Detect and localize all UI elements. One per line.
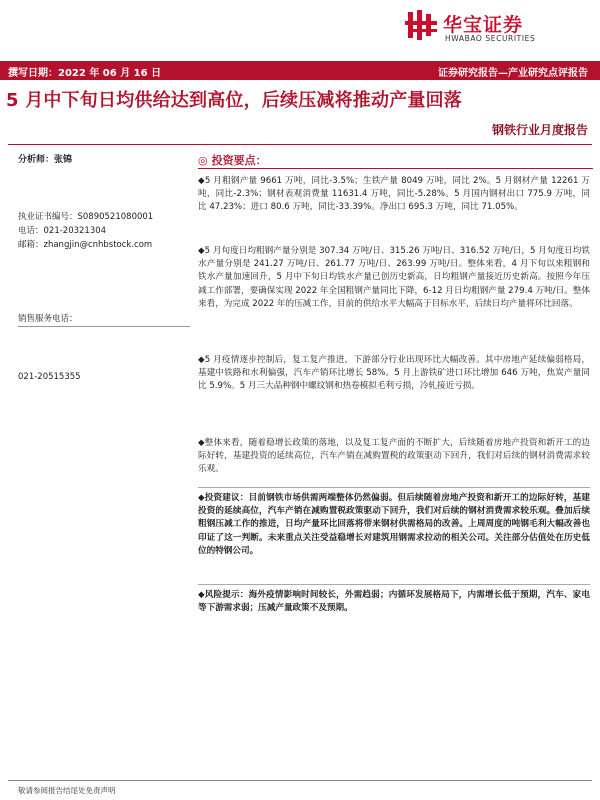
- hwabao-logo-icon: [405, 8, 439, 42]
- bullet-icon: ◎: [198, 154, 208, 167]
- page-subtitle: 钢铁行业月度报告: [491, 123, 588, 137]
- brand-logo: [405, 8, 595, 44]
- header-bar: [0, 61, 600, 80]
- sales-phone: 021-20515355: [18, 372, 81, 382]
- sales-label: 销售服务电话：: [18, 314, 78, 324]
- brand-name-cn: 华宝证券: [443, 14, 524, 36]
- analyst-phone: 电话：021-20321304: [18, 226, 107, 236]
- divider-investment: [198, 487, 590, 488]
- paragraph-outlook: ◆整体来看，随着稳增长政策的落地，以及复工复产面的不断扩大，后续随着房地产投资和新开工的边际好转，基建投资的延续高位，汽车产销在减购置税的政策驱动下回升，我们对后续的钢材消费需求较乐观。: [198, 438, 590, 475]
- section-title: 投资要点：: [211, 154, 267, 167]
- paragraph-demand: ◆5 月疫情逐步控制后，复工复产推进，下游部分行业出现环比大幅改善。其中房地产延续偏弱格局，基建中铁路和水利偏强，汽车产销环比增长 58%。5 月上游铁矿进口环比增加 646 万吨，焦炭产量同比 5.9%。5 月三大品种钢中螺纹钢和热卷模拟毛利亏损，冷轧接近亏损。: [198, 355, 590, 392]
- analyst-divider: [18, 326, 190, 327]
- divider-risk: [198, 584, 590, 585]
- analyst-email[interactable]: 邮箱：zhangjin@cnhbstock.com: [18, 240, 153, 250]
- footer-divider: [8, 780, 592, 781]
- report-date: 撰写日期：2022 年 06 月 16 日: [8, 68, 162, 79]
- paragraph-risk: ◆风险提示：海外疫情影响时间较长，外需趋弱；内循环发展格局下，内需增长低于预期，汽车、家电等下游需求弱；压减产量政策不及预期。: [198, 590, 590, 614]
- report-category: 证券研究报告—产业研究点评报告: [438, 68, 588, 79]
- paragraph-daily-output: ◆5 月旬度日均粗钢产量分别是 307.34 万吨/日、315.26 万吨/日、316.52 万吨/日，5 月旬度日均铁水产量分别是 241.27 万吨/日、261.77 万吨/日、263.99 万吨/日。整体来看，4 月下旬以来粗钢和铁水产量加速回升，5 月中下旬日均铁水产量已创历史新高，日均粗钢产量接近历史新高。按照今年压减工作部署，要确保实现 2022 年全国粗钢产量同比下降，6-12 月日均粗钢产量 279.4 万吨/日。整体来看，为完成 2022 年的压减工作，目前的供给水平大幅高于目标水平，后续日均产量将环比回落。: [198, 246, 590, 309]
- title-divider: [8, 144, 592, 145]
- disclaimer-note: 敬请参阅报告结尾处免责声明: [18, 786, 116, 795]
- paragraph-investment-advice: ◆投资建议：目前钢铁市场供需两端整体仍然偏弱。但后续随着房地产投资和新开工的边际好转，基建投资的延续高位，汽车产销在减购置税政策驱动下回升，我们对后续的钢材消费需求较乐观。叠加后续粗钢压减工作的推进，日均产量环比回落将带来钢材供需格局的改善。上周周度的吨钢毛利大幅改善也印证了这一判断。未来重点关注受益稳增长对建筑用钢需求拉动的相关公司。关注部分估值处在历史低位的特钢公司。: [198, 493, 590, 556]
- section-heading: [198, 152, 267, 168]
- brand-name-en: HWABAO SECURITIES: [445, 34, 536, 43]
- page-title: 5 月中下旬日均供给达到高位，后续压减将推动产量回落: [6, 90, 462, 111]
- analyst-name: 分析师：张锦: [18, 155, 73, 165]
- section-divider: [198, 168, 593, 169]
- analyst-license: 执业证书编号：S0890521080001: [18, 212, 154, 222]
- paragraph-production: ◆5 月粗钢产量 9661 万吨，同比-3.5%；生铁产量 8049 万吨，同比 2%。5 月钢材产量 12261 万吨，同比-2.3%；钢材表观消费量 11631.4 万吨，同比-5.28%。5 月国内钢材出口 775.9 万吨，同比 47.23%；进口 80.6 万吨，同比-33.39%。净出口 695.3 万吨，同比 71.05%。: [198, 176, 590, 213]
